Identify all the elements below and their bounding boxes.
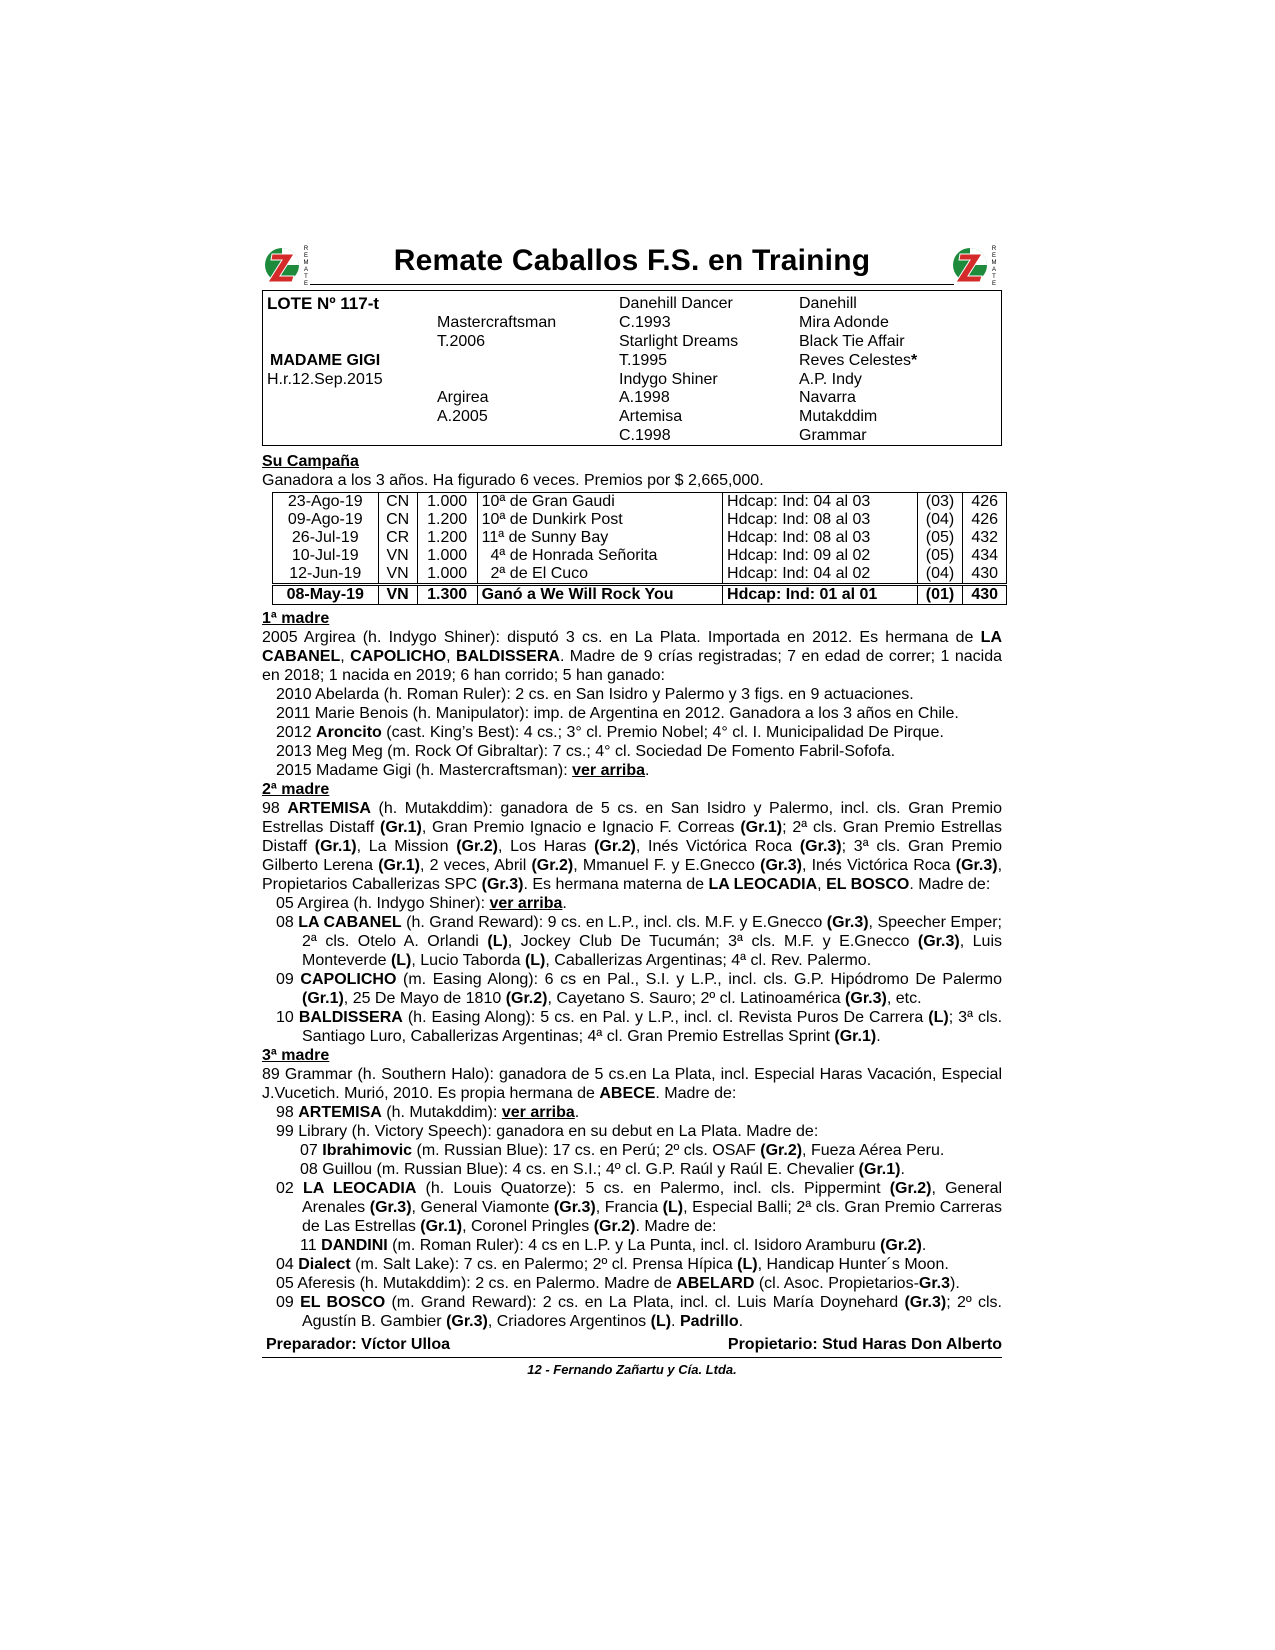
ancestor-7: Mutakddim bbox=[799, 408, 878, 425]
race-date: 09-Ago-19 bbox=[273, 511, 379, 529]
race-dist: 1.000 bbox=[417, 547, 477, 565]
race-hdcap: Hdcap: Ind: 08 al 03 bbox=[723, 529, 918, 547]
race-result: 10ª de Dunkirk Post bbox=[477, 511, 722, 529]
race-dist: 1.300 bbox=[417, 585, 477, 605]
ancestor-4-name: Reves Celestes bbox=[799, 352, 912, 369]
race-hdcap: Hdcap: Ind: 08 al 03 bbox=[723, 511, 918, 529]
name: Aroncito bbox=[316, 724, 382, 741]
race-row bbox=[273, 493, 1007, 512]
produce-aroncito bbox=[262, 723, 1002, 742]
owner: Propietario: Stud Haras Don Alberto bbox=[727, 1336, 1002, 1353]
ancestor-3: Black Tie Affair bbox=[799, 333, 905, 350]
svg-text:A: A bbox=[303, 267, 309, 273]
race-row bbox=[273, 547, 1007, 565]
race-date: 12-Jun-19 bbox=[273, 565, 379, 585]
produce-madame-gigi bbox=[262, 761, 1002, 780]
madre1-intro-text: 2005 Argirea (h. Indygo Shiner): disputó 3 cs. en La Plata. Importada en 2012. Es hermana de bbox=[262, 629, 981, 646]
race-dist: 1.200 bbox=[417, 529, 477, 547]
footer-rule bbox=[262, 1357, 1002, 1358]
ancestor-8: Grammar bbox=[799, 427, 867, 444]
race-track: VN bbox=[378, 565, 417, 585]
svg-text:A: A bbox=[991, 267, 997, 273]
dam-sire-name: Indygo Shiner bbox=[619, 371, 718, 388]
race-hdcap: Hdcap: Ind: 01 al 01 bbox=[723, 585, 918, 605]
madre1-heading: 1ª madre bbox=[262, 610, 330, 627]
sibling-la-cabanel: LA CABANEL bbox=[262, 629, 1002, 665]
ver-arriba-link[interactable]: ver arriba bbox=[572, 762, 646, 779]
produce-guillou: 08 Guillou (m. Russian Blue): 4 cs. en S.I.; 4º cl. G.P. Raúl y Raúl E. Chevalier (Gr.1). bbox=[300, 1161, 905, 1178]
dam-dam-year: C.1998 bbox=[619, 427, 671, 444]
footer-credits bbox=[262, 1335, 1002, 1355]
svg-text:E: E bbox=[991, 253, 997, 259]
document-title: Remate Caballos F.S. en Training bbox=[393, 244, 871, 277]
race-weight: 434 bbox=[963, 547, 1007, 565]
ancestor-5: A.P. Indy bbox=[799, 371, 862, 388]
dot: . bbox=[645, 762, 650, 779]
produce-library: 99 Library (h. Victory Speech): ganadora en su debut en La Plata. Madre de: bbox=[276, 1123, 819, 1140]
dot: . bbox=[562, 895, 567, 912]
granddam-year: T.1995 bbox=[619, 352, 668, 369]
madre1-intro bbox=[262, 628, 1002, 685]
sire-name: Mastercraftsman bbox=[437, 314, 557, 331]
race-pos: (04) bbox=[917, 565, 963, 585]
race-pos: (04) bbox=[917, 511, 963, 529]
race-weight: 430 bbox=[963, 585, 1007, 605]
produce-capolicho: 09 CAPOLICHO (m. Easing Along): 6 cs en Pal., S.I. y L.P., incl. cls. G.P. Hipódromo De Palermo (Gr.1), 25 De Mayo de 1810 (Gr.2), Cayetano S. Sauro; 2º cl. Latinoamérica (Gr.3), etc. bbox=[276, 971, 1002, 1007]
race-row bbox=[273, 511, 1007, 529]
produce-abelarda: 2010 Abelarda (h. Roman Ruler): 2 cs. en San Isidro y Palermo y 3 figs. en 9 actuaciones. bbox=[276, 686, 914, 703]
svg-text:M: M bbox=[303, 260, 309, 266]
race-result: 2ª de El Cuco bbox=[477, 565, 722, 585]
race-track: CN bbox=[378, 493, 417, 512]
race-weight: 432 bbox=[963, 529, 1007, 547]
sep: , bbox=[340, 648, 351, 665]
sire-year: T.2006 bbox=[437, 333, 486, 350]
race-pos: (05) bbox=[917, 529, 963, 547]
ver-arriba-link[interactable]: ver arriba bbox=[489, 895, 563, 912]
dam-sire-year: A.1998 bbox=[619, 389, 670, 406]
race-pos: (05) bbox=[917, 547, 963, 565]
ver-arriba-link[interactable]: ver arriba bbox=[501, 1104, 575, 1121]
race-hdcap: Hdcap: Ind: 09 al 02 bbox=[723, 547, 918, 565]
race-track: CN bbox=[378, 511, 417, 529]
produce-el-bosco: 09 EL BOSCO (m. Grand Reward): 2 cs. en La Plata, incl. cl. Luis María Doynehard (Gr.3); 2º cls. Agustín B. Gambier (Gr.3), Criadores Argentinos (L). Padrillo. bbox=[276, 1294, 1002, 1330]
grandsire-year: C.1993 bbox=[619, 314, 671, 331]
race-weight: 426 bbox=[963, 493, 1007, 512]
year: 2012 bbox=[276, 724, 317, 741]
text: 2015 Madame Gigi (h. Mastercraftsman): bbox=[276, 762, 573, 779]
produce-dandini: 11 DANDINI (m. Roman Ruler): 4 cs en L.P. y La Punta, incl. cl. Isidoro Aramburu (Gr.2). bbox=[300, 1237, 927, 1254]
horse-name: MADAME GIGI bbox=[270, 352, 381, 369]
produce-baldissera: 10 BALDISSERA (h. Easing Along): 5 cs. en Pal. y L.P., incl. cl. Revista Puros De Carrera (L); 3ª cls. Santiago Luro, Caballerizas Argentinas; 4ª cl. Gran Premio Estrellas Sprint (Gr.1). bbox=[276, 1009, 1003, 1045]
race-result: 4ª de Honrada Señorita bbox=[477, 547, 722, 565]
rest: (cast. King’s Best): 4 cs.; 3° cl. Premio Nobel; 4° cl. I. Municipalidad De Pirque. bbox=[381, 724, 944, 741]
grandsire-name: Danehill Dancer bbox=[619, 295, 733, 312]
race-dist: 1.000 bbox=[417, 493, 477, 512]
race-row bbox=[273, 529, 1007, 547]
granddam-name: Starlight Dreams bbox=[619, 333, 739, 350]
race-pos: (01) bbox=[917, 585, 963, 605]
campaign-heading: Su Campaña bbox=[262, 453, 359, 470]
sep: , bbox=[446, 648, 456, 665]
madre2-heading: 2ª madre bbox=[262, 781, 330, 798]
race-result: 10ª de Gran Gaudi bbox=[477, 493, 722, 512]
header bbox=[262, 240, 1002, 290]
race-date: 08-May-19 bbox=[273, 585, 379, 605]
svg-text:R: R bbox=[303, 246, 309, 252]
race-date: 26-Jul-19 bbox=[273, 529, 379, 547]
ancestor-1: Danehill bbox=[799, 295, 857, 312]
lot-number: LOTE Nº 117-t bbox=[267, 294, 380, 313]
race-row-win bbox=[273, 585, 1007, 605]
race-weight: 430 bbox=[963, 565, 1007, 585]
horse-birth: H.r.12.Sep.2015 bbox=[267, 371, 383, 388]
trainer: Preparador: Víctor Ulloa bbox=[266, 1336, 451, 1353]
race-result: 11ª de Sunny Bay bbox=[477, 529, 722, 547]
produce-dialect: 04 Dialect (m. Salt Lake): 7 cs. en Palermo; 2º cl. Prensa Hípica (L), Handicap Hunter´s Moon. bbox=[276, 1256, 949, 1273]
race-hdcap: Hdcap: Ind: 04 al 03 bbox=[723, 493, 918, 512]
sibling-baldissera: BALDISSERA bbox=[455, 648, 560, 665]
race-dist: 1.200 bbox=[417, 511, 477, 529]
svg-text:E: E bbox=[991, 281, 997, 287]
produce-artemisa bbox=[262, 1103, 1002, 1122]
race-table bbox=[272, 492, 1007, 605]
race-row bbox=[273, 565, 1007, 585]
produce-la-cabanel: 08 LA CABANEL (h. Grand Reward): 9 cs. en L.P., incl. cls. M.F. y E.Gnecco (Gr.3), Speecher Emper; 2ª cls. Otelo A. Orlandi (L), Jockey Club De Tucumán; 3ª cls. M.F. y E.Gnecco (Gr.3), Luis Monteverde (L), Lucio Taborda (L), Caballerizas Argentinas; 4ª cl. Rev. Palermo. bbox=[276, 914, 1002, 969]
produce-meg-meg: 2013 Meg Meg (m. Rock Of Gibraltar): 7 cs.; 4° cl. Sociedad De Fomento Fabril-Sofofa. bbox=[276, 743, 896, 760]
dam-dam-name: Artemisa bbox=[619, 408, 683, 425]
madre1-intro-rest: . Madre de 9 crías registradas; 7 en edad de correr; 1 nacida en 2018; 1 nacida en 2019; 6 han corrido; 5 han ganado: bbox=[262, 648, 1002, 684]
produce-la-leocadia: 02 LA LEOCADIA (h. Louis Quatorze): 5 cs. en Palermo, incl. cls. Pippermint (Gr.2), General Arenales (Gr.3), General Viamonte (Gr.3), Francia (L), Especial Balli; 2ª cls. Gran Premio Carreras de Las Estrellas (Gr.1), Coronel Pringles (Gr.2). Madre de: bbox=[276, 1180, 1003, 1235]
race-date: 23-Ago-19 bbox=[273, 493, 379, 512]
race-hdcap: Hdcap: Ind: 04 al 02 bbox=[723, 565, 918, 585]
ancestor-2: Mira Adonde bbox=[799, 314, 889, 331]
zf-remates-logo-right bbox=[950, 240, 1002, 288]
race-track: VN bbox=[378, 547, 417, 565]
produce-marie-benois: 2011 Marie Benois (h. Manipulator): imp. de Argentina en 2012. Ganadora a los 3 años en Chile. bbox=[276, 705, 959, 722]
sibling-capolicho: CAPOLICHO bbox=[350, 648, 447, 665]
produce-argirea bbox=[262, 894, 1002, 913]
svg-text:T: T bbox=[304, 274, 308, 280]
race-date: 10-Jul-19 bbox=[273, 547, 379, 565]
madre2-artemisa: 98 ARTEMISA (h. Mutakddim): ganadora de 5 cs. en San Isidro y Palermo, incl. cls. Gran Premio Estrellas Distaff (Gr.1), Gran Premio Ignacio e Ignacio F. Correas (Gr.1); 2ª cls. Gran Premio Estrellas Distaff (Gr.1), La Mission (Gr.2), Los Haras (Gr.2), Inés Victórica Roca (Gr.3); 3ª cls. Gran Premio Gilberto Lerena (Gr.1), 2 veces, Abril (Gr.2), Mmanuel F. y E.Gnecco (Gr.3), Inés Victórica Roca (Gr.3), Propietarios Caballerizas SPC (Gr.3). Es hermana materna de LA LEOCADIA, EL BOSCO. Madre de: bbox=[262, 800, 1003, 893]
race-pos: (03) bbox=[917, 493, 963, 512]
race-dist: 1.000 bbox=[417, 565, 477, 585]
race-result: Ganó a We Will Rock You bbox=[477, 585, 722, 605]
title-rule bbox=[310, 284, 954, 285]
text: 05 Argirea (h. Indygo Shiner): bbox=[276, 895, 490, 912]
svg-text:T: T bbox=[992, 274, 996, 280]
dam-year: A.2005 bbox=[437, 408, 488, 425]
madre3-grammar: 89 Grammar (h. Southern Halo): ganadora de 5 cs.en La Plata, incl. Especial Haras Vacación, Especial J.Vucetich. Murió, 2010. Es propia hermana de ABECE. Madre de: bbox=[262, 1066, 1002, 1102]
produce-ibrahimovic: 07 Ibrahimovic (m. Russian Blue): 17 cs. en Perú; 2º cls. OSAF (Gr.2), Fueza Aérea Peru. bbox=[300, 1142, 945, 1159]
produce-aferesis: 05 Aferesis (h. Mutakddim): 2 cs. en Palermo. Madre de ABELARD (cl. Asoc. Propietarios-Gr.3). bbox=[276, 1275, 960, 1292]
zf-remates-logo-left bbox=[262, 240, 314, 288]
svg-text:M: M bbox=[991, 260, 997, 266]
dot: . bbox=[574, 1104, 580, 1121]
dam-name: Argirea bbox=[437, 389, 489, 406]
race-track: VN bbox=[378, 585, 417, 605]
svg-text:E: E bbox=[303, 281, 309, 287]
page-number: 12 - Fernando Zañartu y Cía. Ltda. bbox=[527, 1362, 737, 1377]
campaign-summary: Ganadora a los 3 años. Ha figurado 6 veces. Premios por $ 2,665,000. bbox=[262, 472, 764, 489]
ancestor-4 bbox=[799, 351, 917, 370]
madre3-heading: 3ª madre bbox=[262, 1047, 330, 1064]
race-track: CR bbox=[378, 529, 417, 547]
imported-star: * bbox=[911, 352, 918, 369]
ancestor-6: Navarra bbox=[799, 389, 856, 406]
svg-text:R: R bbox=[991, 246, 997, 252]
pedigree-box bbox=[262, 290, 1002, 446]
race-weight: 426 bbox=[963, 511, 1007, 529]
text: 98 ARTEMISA (h. Mutakddim): bbox=[276, 1104, 502, 1121]
document-page bbox=[262, 240, 1002, 1377]
svg-text:E: E bbox=[303, 253, 309, 259]
